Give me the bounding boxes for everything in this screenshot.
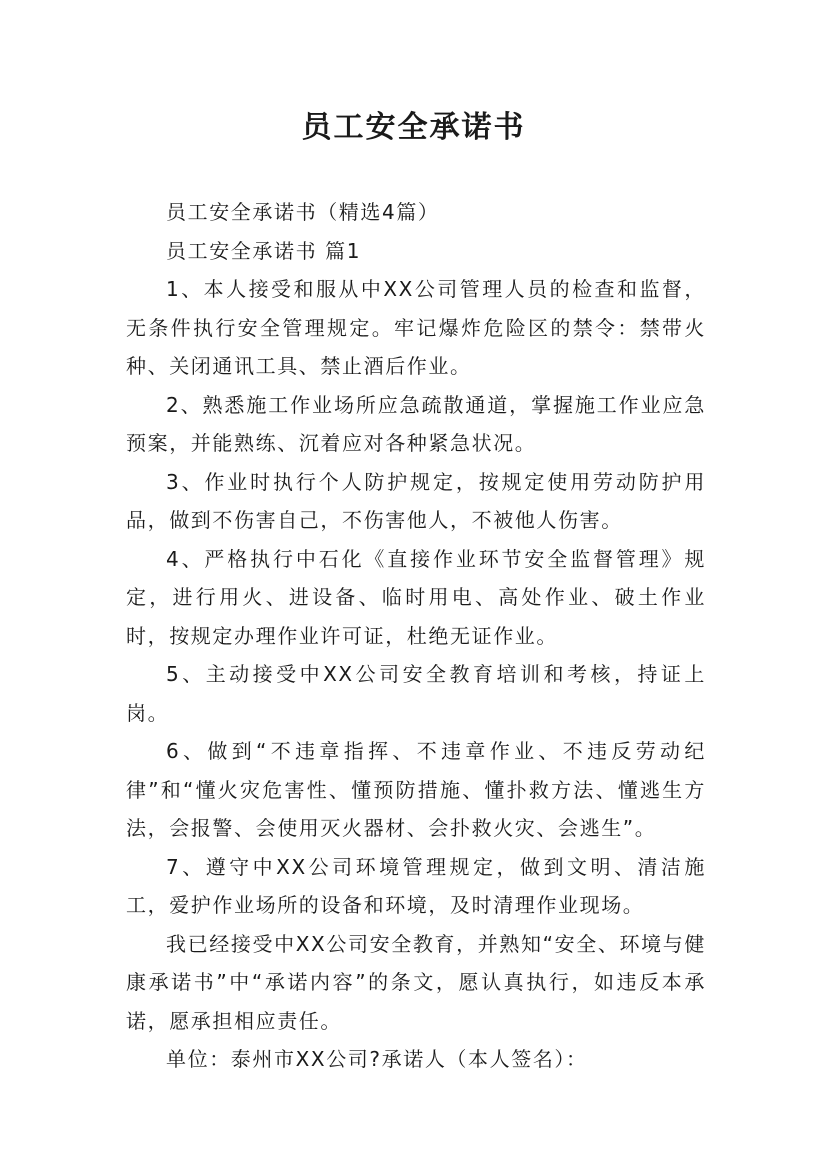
document-body [126, 193, 706, 1079]
paragraph-item-2: 2、熟悉施工作业场所应急疏散通道，掌握施工作业应急预案，并能熟练、沉着应对各种紧急状况。 [126, 392, 706, 455]
paragraph-item-3: 3、作业时执行个人防护规定，按规定使用劳动防护用品，做到不伤害自己，不伤害他人，不被他人伤害。 [126, 469, 706, 532]
paragraph-item-4: 4、严格执行中石化《直接作业环节安全监督管理》规定，进行用火、进设备、临时用电、高处作业、破土作业时，按规定办理作业许可证，杜绝无证作业。 [126, 546, 706, 648]
paragraph-signature-line: 单位：泰州市XX公司?承诺人（本人签名）： [166, 1047, 588, 1071]
paragraph-section-heading: 员工安全承诺书 篇1 [166, 238, 362, 263]
paragraph-item-7: 7、遵守中XX公司环境管理规定，做到文明、清洁施工，爱护作业场所的设备和环境，及时清理作业现场。 [126, 854, 706, 917]
paragraph-subtitle: 员工安全承诺书（精选4篇） [166, 200, 440, 224]
paragraph-item-1: 1、本人接受和服从中XX公司管理人员的检查和监督，无条件执行安全管理规定。牢记爆炸危险区的禁令：禁带火种、关闭通讯工具、禁止酒后作业。 [126, 277, 706, 378]
paragraph-item-5: 5、主动接受中XX公司安全教育培训和考核，持证上岗。 [126, 662, 706, 725]
paragraph-declaration: 我已经接受中XX公司安全教育，并熟知“安全、环境与健康承诺书”中“承诺内容”的条文，愿认真执行，如违反本承诺，愿承担相应责任。 [126, 931, 706, 1033]
document-title: 员工安全承诺书 [301, 110, 526, 145]
paragraph-item-6: 6、做到“不违章指挥、不违章作业、不违反劳动纪律”和“懂火灾危害性、懂预防措施、懂扑救方法、懂逃生方法，会报警、会使用灭火器材、会扑救火灾、会逃生”。 [126, 739, 706, 840]
